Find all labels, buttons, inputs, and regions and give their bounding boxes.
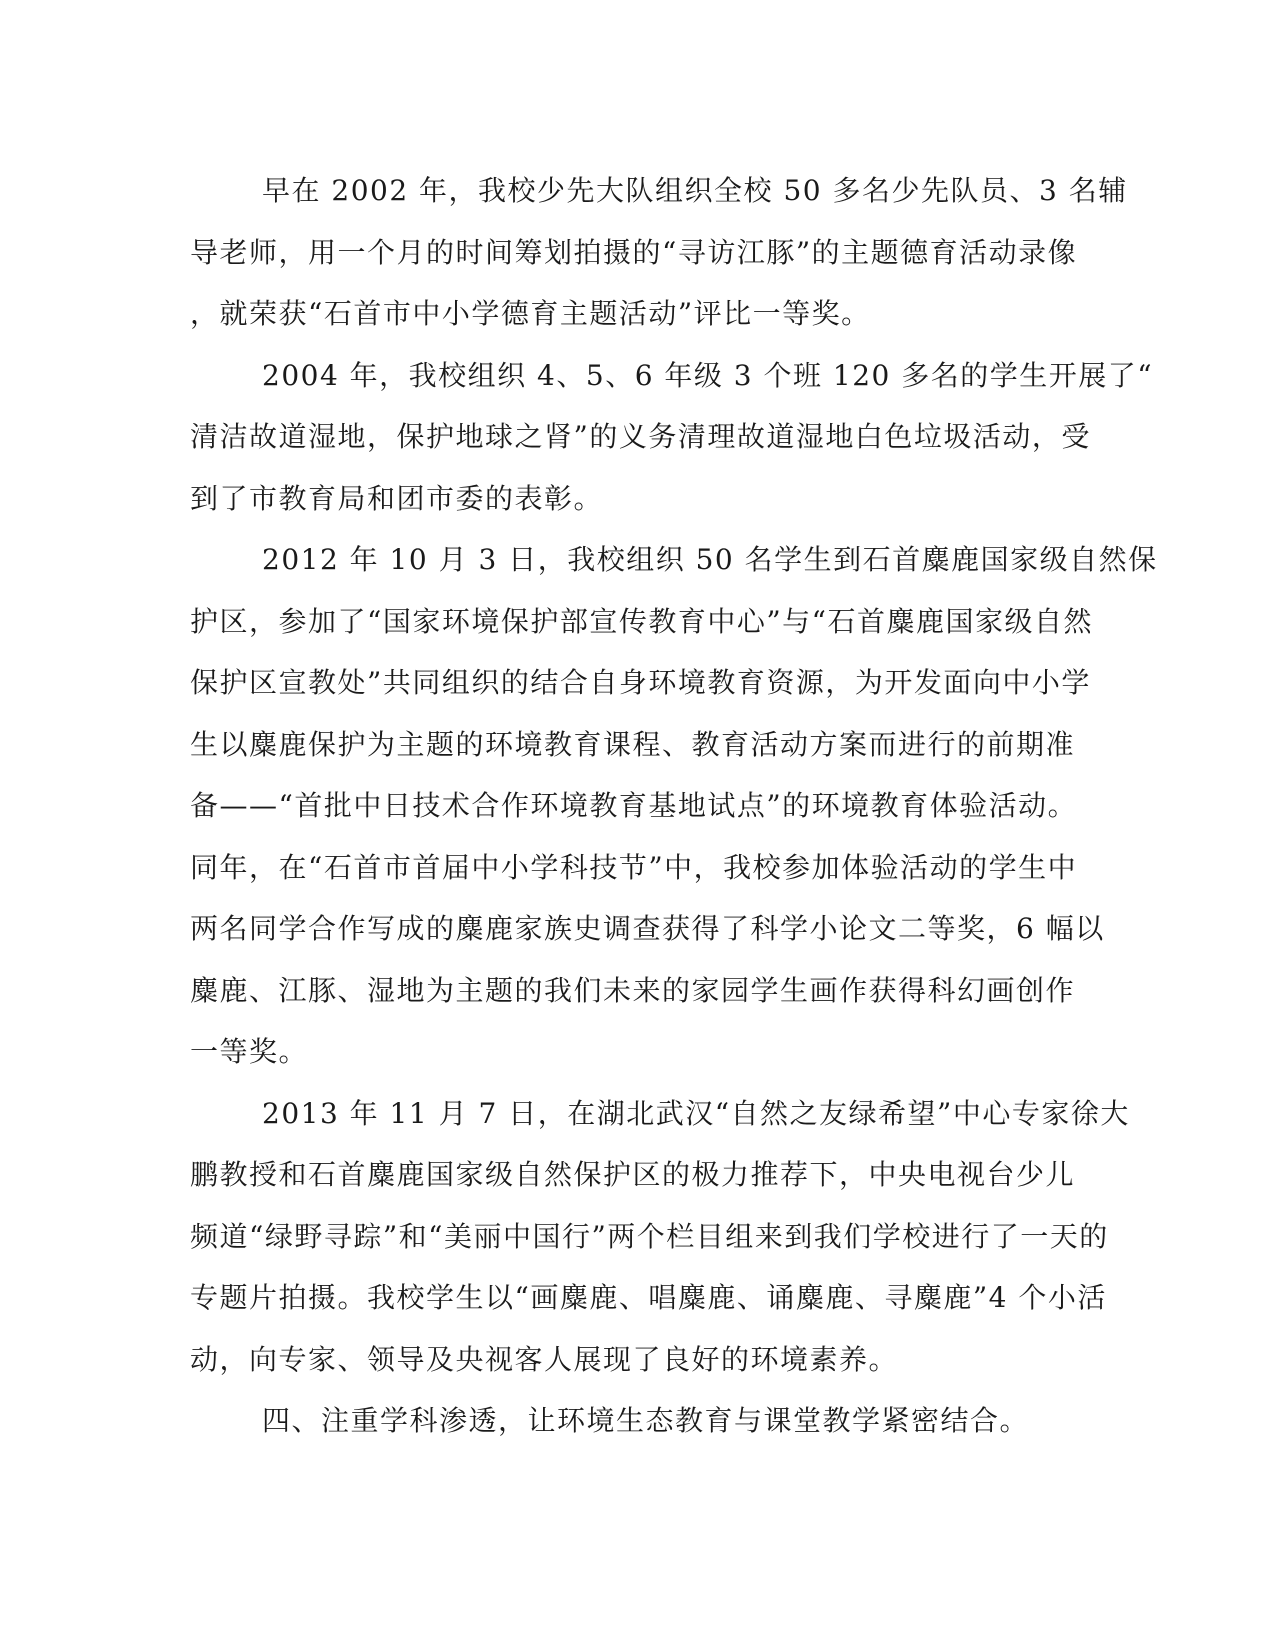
section-heading-four: 四、注重学科渗透，让环境生态教育与课堂教学紧密结合。: [262, 1404, 1030, 1437]
paragraph-2013-line: 鹏教授和石首麋鹿国家级自然保护区的极力推荐下，中央电视台少儿: [190, 1158, 1076, 1191]
paragraph-2004-line: 到了市教育局和团市委的表彰。: [190, 481, 604, 515]
paragraph-2012-line: 生以麋鹿保护为主题的环境教育课程、教育活动方案而进行的前期准: [190, 727, 1076, 761]
paragraph-2013-line: 动，向专家、领导及央视客人展现了良好的环境素养。: [190, 1342, 899, 1376]
paragraph-2002-line: 导老师，用一个月的时间筹划拍摄的“寻访江豚”的主题德育活动录像: [190, 235, 1078, 269]
paragraph-2012-line: 护区，参加了“国家环境保护部宣传教育中心”与“石首麋鹿国家级自然: [190, 604, 1093, 638]
body-text: [190, 160, 1158, 1452]
paragraph-2004-line: 2004 年，我校组织 4、5、6 年级 3 个班 120 多名的学生开展了“: [262, 358, 1154, 392]
paragraph-2013-line: 专题片拍摄。我校学生以“画麋鹿、唱麋鹿、诵麋鹿、寻麋鹿”4 个小活: [190, 1281, 1107, 1314]
paragraph-2002-line: 早在 2002 年，我校少先大队组织全校 50 多名少先队员、3 名辅: [262, 174, 1128, 207]
paragraph-2012-line: 一等奖。: [190, 1035, 309, 1068]
paragraph-2013-line: 频道“绿野寻踪”和“美丽中国行”两个栏目组来到我们学校进行了一天的: [190, 1219, 1109, 1253]
paragraph-2012-line: 保护区宣教处”共同组织的结合自身环境教育资源，为开发面向中小学: [190, 666, 1091, 699]
paragraph-2012-line: 两名同学合作写成的麋鹿家族史调查获得了科学小论文二等奖，6 幅以: [190, 912, 1105, 945]
paragraph-2012-line: 麋鹿、江豚、湿地为主题的我们未来的家园学生画作获得科幻画创作: [190, 973, 1076, 1007]
paragraph-2012-line: 备——“首批中日技术合作环境教育基地试点”的环境教育体验活动。: [190, 789, 1078, 822]
paragraph-2004-line: 清洁故道湿地，保护地球之肾”的义务清理故道湿地白色垃圾活动，受: [190, 420, 1091, 453]
paragraph-2012-line: 同年，在“石首市首届中小学科技节”中，我校参加体验活动的学生中: [190, 850, 1078, 884]
paragraph-2013-line: 2013 年 11 月 7 日，在湖北武汉“自然之友绿希望”中心专家徐大: [262, 1096, 1130, 1130]
paragraph-2012-line: 2012 年 10 月 3 日，我校组织 50 名学生到石首麋鹿国家级自然保: [262, 543, 1158, 576]
paragraph-2002-line: ，就荣获“石首市中小学德育主题活动”评比一等奖。: [190, 297, 871, 330]
